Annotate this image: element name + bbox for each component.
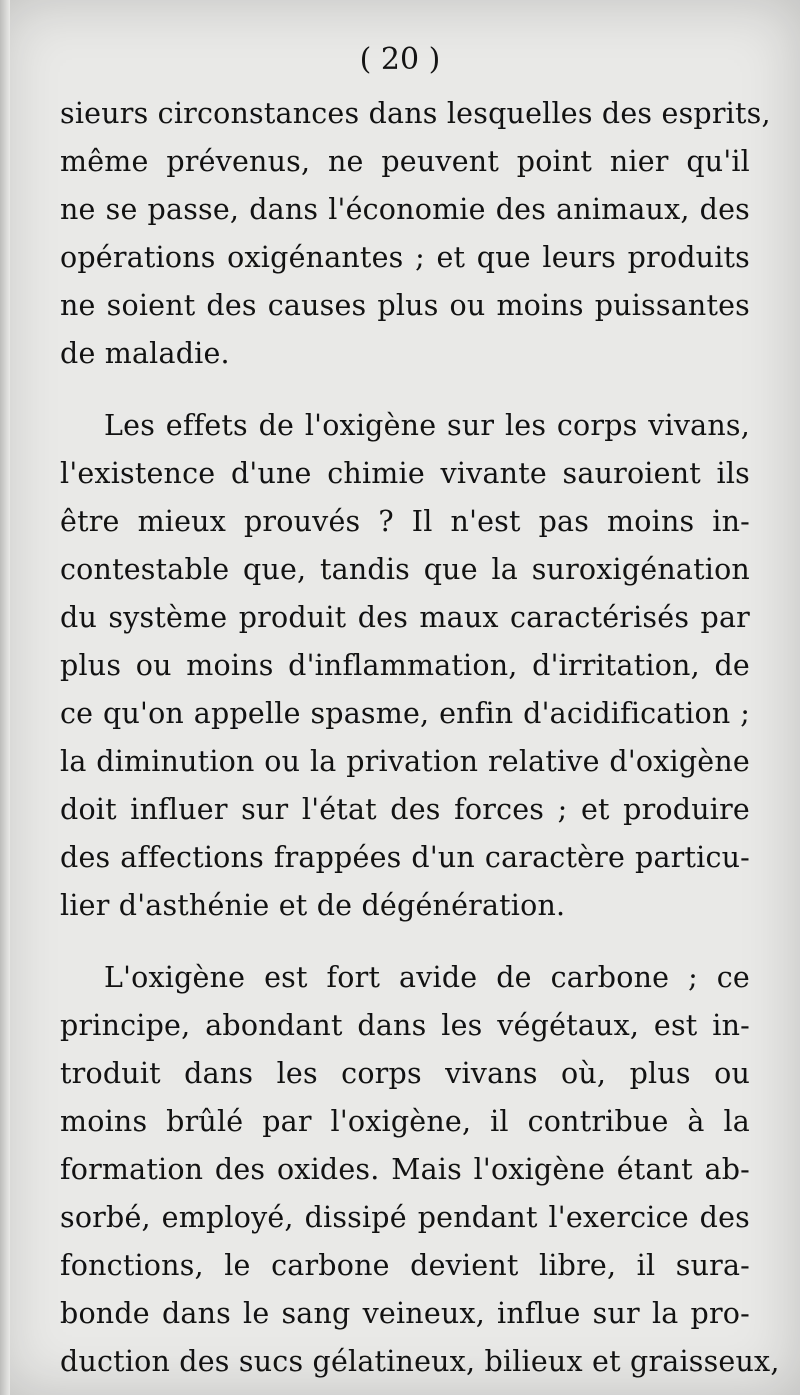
text-line: troduit dans les corps vivans où, plus ou (60, 1057, 750, 1090)
text-line: ce qu'on appelle spasme, enfin d'acidification ; (60, 697, 750, 730)
text-line: lier d'asthénie et de dégénération. (60, 889, 566, 922)
paragraph-1 (60, 90, 771, 378)
text-line: être mieux prouvés ? Il n'est pas moins in- (60, 505, 750, 538)
text-line: Les effets de l'oxigène sur les corps vivans, (104, 409, 750, 442)
text-line: de maladie. (60, 337, 230, 370)
text-line: sieurs circonstances dans lesquelles des esprits, (60, 97, 771, 130)
text-line: fonctions, le carbone devient libre, il sura- (60, 1249, 750, 1282)
text-line: duction des sucs gélatineux, bilieux et graisseux, (60, 1345, 780, 1378)
text-line: du système produit des maux caractérisés par (60, 601, 750, 634)
paragraph-gap (60, 378, 750, 402)
paragraph-3 (60, 954, 780, 1386)
text-line: ne soient des causes plus ou moins puissantes (60, 289, 750, 322)
text-line: la diminution ou la privation relative d'oxigène (60, 745, 750, 778)
page-number: ( 20 ) (359, 42, 441, 77)
text-line: doit influer sur l'état des forces ; et produire (60, 793, 750, 826)
text-line: des affections frappées d'un caractère particu- (60, 841, 750, 874)
text-line: plus ou moins d'inflammation, d'irritation, de (60, 649, 750, 682)
body-text (60, 90, 780, 1386)
text-line: principe, abondant dans les végétaux, est in- (60, 1009, 750, 1042)
paragraph-2 (60, 402, 750, 930)
text-line: ne se passe, dans l'économie des animaux, des (60, 193, 750, 226)
page-edge (0, 0, 10, 1395)
text-line: sorbé, employé, dissipé pendant l'exercice des (60, 1201, 750, 1234)
text-line: moins brûlé par l'oxigène, il contribue à la (60, 1105, 750, 1138)
text-line: bonde dans le sang veineux, influe sur la pro- (60, 1297, 750, 1330)
paragraph-gap (60, 930, 750, 954)
text-line: formation des oxides. Mais l'oxigène étant ab- (60, 1153, 750, 1186)
text-line: même prévenus, ne peuvent point nier qu'il (60, 145, 750, 178)
text-line: opérations oxigénantes ; et que leurs produits (60, 241, 750, 274)
text-line: l'existence d'une chimie vivante sauroient ils (60, 457, 750, 490)
text-line: contestable que, tandis que la suroxigénation (60, 553, 750, 586)
text-line: L'oxigène est fort avide de carbone ; ce (104, 961, 750, 994)
